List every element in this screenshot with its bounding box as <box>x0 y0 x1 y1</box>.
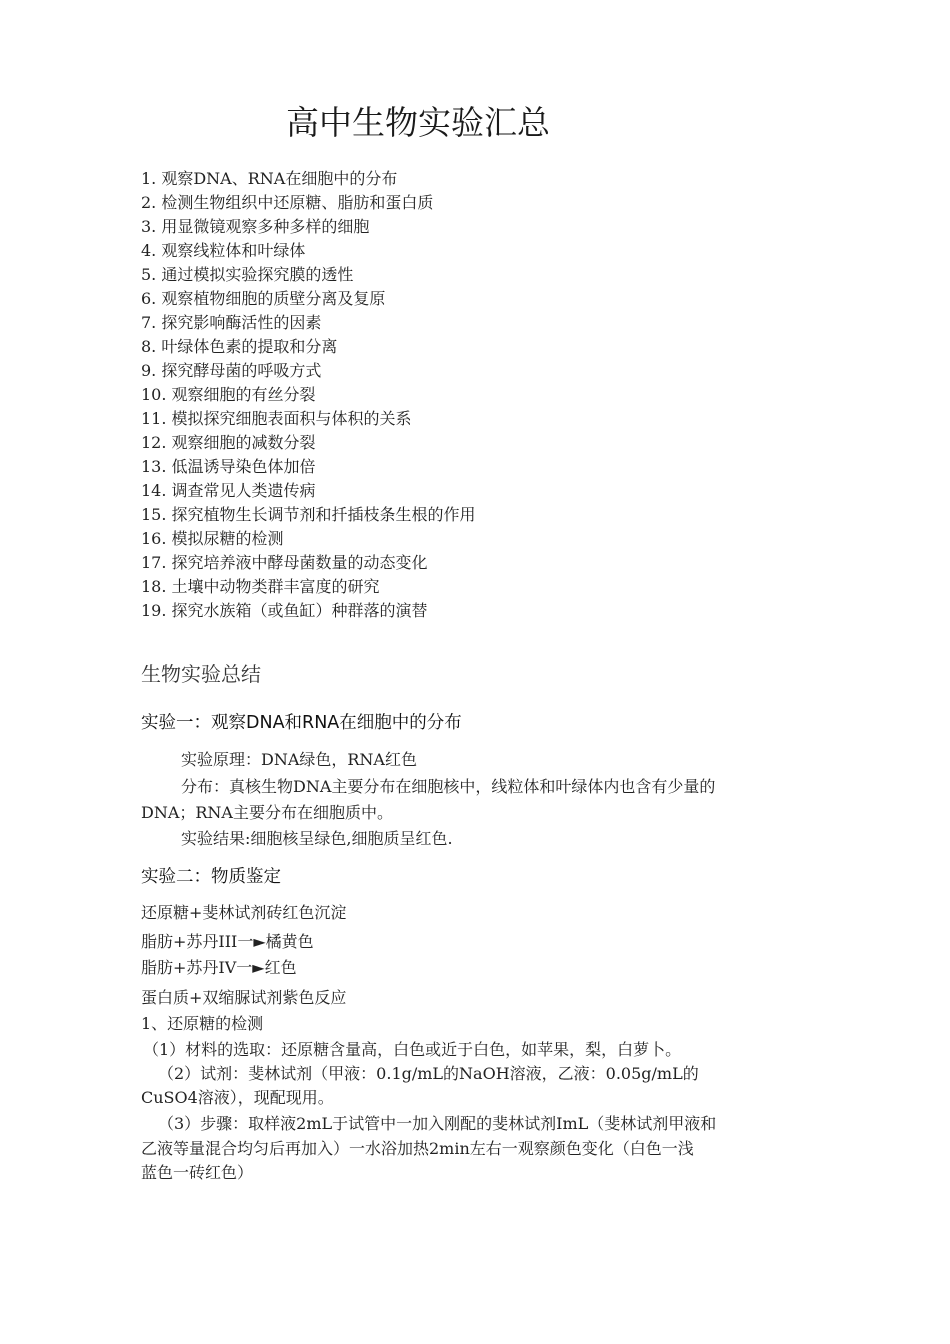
list-item: 7. 探究影响酶活性的因素 <box>141 313 322 332</box>
list-item: 11. 模拟探究细胞表面积与体积的关系 <box>141 409 412 428</box>
document-title: 高中生物实验汇总 <box>286 103 550 142</box>
list-item: 3. 用显微镜观察多种多样的细胞 <box>141 217 370 236</box>
list-item: 18. 土壤中动物类群丰富度的研究 <box>141 577 380 596</box>
experiment-1-principle: 实验原理：DNA绿色，RNA红色 <box>181 750 417 769</box>
list-item: 14. 调查常见人类遗传病 <box>141 481 316 500</box>
text-line: 还原糖+斐林试剂砖红色沉淀 <box>141 903 347 922</box>
list-item: 5. 通过模拟实验探究膜的透性 <box>141 265 354 284</box>
text-line: 脂肪+苏丹III一►橘黄色 <box>141 932 314 951</box>
list-item: 4. 观察线粒体和叶绿体 <box>141 241 306 260</box>
list-item: 19. 探究水族箱（或鱼缸）种群落的演替 <box>141 601 428 620</box>
text-line: 乙液等量混合均匀后再加入）一水浴加热2min左右一观察颜色变化（白色一浅 <box>141 1139 694 1158</box>
list-item: 17. 探究培养液中酵母菌数量的动态变化 <box>141 553 428 572</box>
experiment-1-heading: 实验一：观察DNA和RNA在细胞中的分布 <box>141 713 462 733</box>
list-item: 15. 探究植物生长调节剂和扦插枝条生根的作用 <box>141 505 476 524</box>
text-line: CuSO4溶液），现配现用。 <box>141 1088 334 1107</box>
experiment-1-distribution-line1: 分布：真核生物DNA主要分布在细胞核中，线粒体和叶绿体内也含有少量的 <box>181 777 716 796</box>
summary-heading: 生物实验总结 <box>141 662 261 686</box>
list-item: 12. 观察细胞的减数分裂 <box>141 433 316 452</box>
text-line: （3）步骤：取样液2mL于试管中一加入刚配的斐林试剂ImL（斐林试剂甲液和 <box>158 1114 717 1133</box>
text-line: 蛋白质+双缩脲试剂紫色反应 <box>141 988 347 1007</box>
list-item: 2. 检测生物组织中还原糖、脂肪和蛋白质 <box>141 193 434 212</box>
text-line: （1）材料的选取：还原糖含量高，白色或近于白色，如苹果，梨，白萝卜。 <box>143 1040 682 1059</box>
list-item: 6. 观察植物细胞的质壁分离及复原 <box>141 289 386 308</box>
list-item: 16. 模拟尿糖的检测 <box>141 529 284 548</box>
text-line: 脂肪+苏丹IV一►红色 <box>141 958 297 977</box>
list-item: 13. 低温诱导染色体加倍 <box>141 457 316 476</box>
experiment-2-heading: 实验二：物质鉴定 <box>141 867 281 887</box>
list-item: 10. 观察细胞的有丝分裂 <box>141 385 316 404</box>
text-line: 蓝色一砖红色） <box>141 1163 254 1182</box>
experiment-list <box>141 167 476 623</box>
text-line: （2）试剂：斐林试剂（甲液：0.1g/mL的NaOH溶液，乙液：0.05g/mL的 <box>158 1064 699 1083</box>
list-item: 8. 叶绿体色素的提取和分离 <box>141 337 338 356</box>
experiment-1-result: 实验结果:细胞核呈绿色,细胞质呈红色. <box>181 829 453 848</box>
text-line: 1、还原糖的检测 <box>141 1014 264 1033</box>
list-item: 9. 探究酵母菌的呼吸方式 <box>141 361 322 380</box>
experiment-1-distribution-line2: DNA；RNA主要分布在细胞质中。 <box>141 803 393 822</box>
list-item: 1. 观察DNA、RNA在细胞中的分布 <box>141 169 398 188</box>
